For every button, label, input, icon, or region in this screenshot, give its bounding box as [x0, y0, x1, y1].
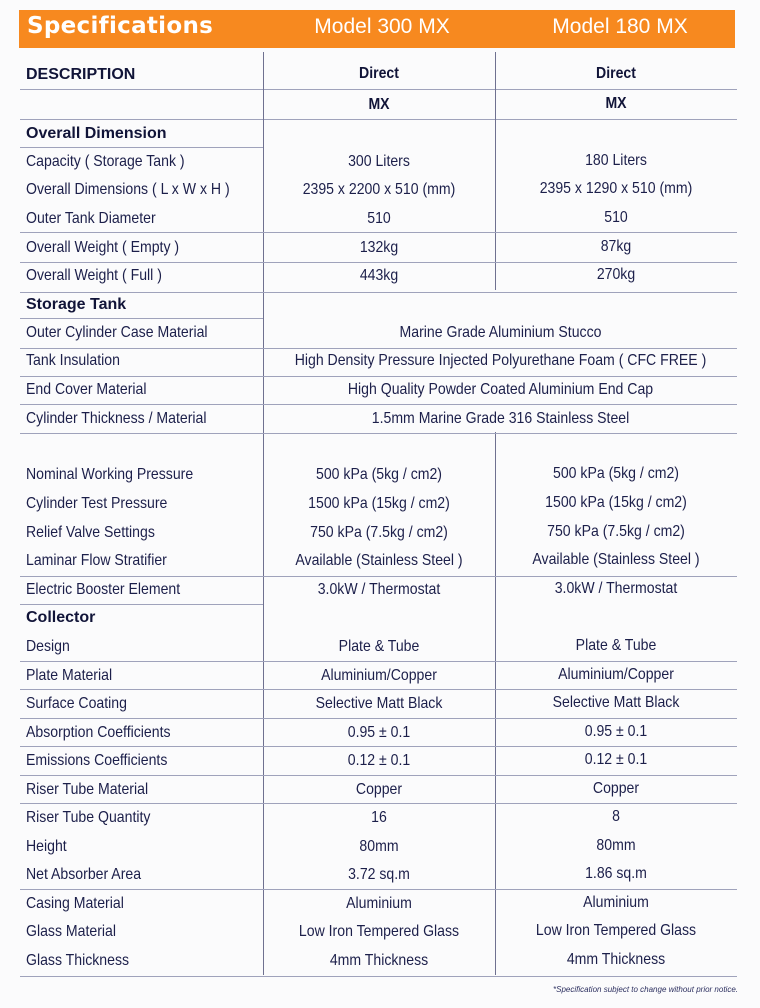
row-label: Height	[26, 838, 67, 855]
row-divider	[20, 718, 737, 719]
model-300-value: 16	[371, 809, 387, 826]
row-divider	[20, 576, 737, 577]
spanned-value: High Quality Powder Coated Aluminium End Cap	[347, 381, 654, 398]
row-label: Laminar Flow Stratifier	[26, 552, 167, 569]
section-title: Overall Dimension	[26, 125, 167, 142]
model-180-value: 180 Liters	[585, 152, 647, 169]
row-label: End Cover Material	[26, 381, 147, 398]
model-300-value: 3.0kW / Thermostat	[317, 581, 441, 598]
row-label: Overall Weight ( Full )	[26, 267, 162, 284]
model-180-value: Copper	[592, 780, 640, 797]
row-divider	[20, 604, 263, 605]
model-300-value: Low Iron Tempered Glass	[298, 923, 460, 940]
section-title: Storage Tank	[26, 296, 127, 313]
row-divider	[20, 119, 737, 120]
row-divider	[20, 661, 737, 662]
row-divider	[20, 976, 737, 977]
model-180-value: 3.0kW / Thermostat	[554, 580, 678, 597]
model-180-value: 0.95 ± 0.1	[584, 723, 648, 740]
model-300-value: 132kg	[359, 239, 399, 256]
row-label: Riser Tube Quantity	[26, 809, 151, 826]
model-180-value: 8	[612, 808, 620, 825]
row-label: Outer Cylinder Case Material	[26, 324, 208, 341]
row-divider	[20, 376, 737, 377]
row-label: Relief Valve Settings	[26, 524, 155, 541]
row-label: Overall Weight ( Empty )	[26, 239, 180, 256]
model-300-value: 300 Liters	[348, 153, 410, 170]
row-divider	[20, 262, 737, 263]
model-300-value: Selective Matt Black	[315, 695, 443, 712]
row-label: Net Absorber Area	[26, 866, 142, 883]
section-title: Collector	[26, 609, 96, 626]
row-label: Glass Thickness	[26, 952, 130, 969]
row-label: Absorption Coefficients	[26, 724, 171, 741]
model-180-value: 2395 x 1290 x 510 (mm)	[539, 180, 693, 197]
model-300-value: 0.95 ± 0.1	[347, 724, 411, 741]
model-300-value: Aluminium/Copper	[321, 667, 437, 684]
model-300-value: 80mm	[359, 838, 399, 855]
model-300-value: Copper	[355, 781, 403, 798]
row-label: Riser Tube Material	[26, 781, 149, 798]
model-300-value: 1500 kPa (15kg / cm2)	[308, 495, 450, 512]
description-header: DESCRIPTION	[26, 66, 136, 83]
row-label: Tank Insulation	[26, 352, 120, 369]
row-label: Glass Material	[26, 923, 116, 940]
row-label: Nominal Working Pressure	[26, 466, 194, 483]
col-1-header: Direct	[359, 65, 399, 82]
specifications-banner	[19, 10, 735, 48]
model-180-value: Available (Stainless Steel )	[532, 551, 700, 568]
model-300-value: Plate & Tube	[338, 638, 420, 655]
spanned-value: 1.5mm Marine Grade 316 Stainless Steel	[371, 410, 630, 427]
row-divider	[20, 404, 737, 405]
row-label: Cylinder Test Pressure	[26, 495, 168, 512]
model-300-value: Aluminium	[346, 895, 412, 912]
model-180-value: 270kg	[596, 266, 636, 283]
model-300-value: 750 kPa (7.5kg / cm2)	[310, 524, 448, 541]
row-divider	[20, 89, 737, 90]
row-divider	[20, 292, 737, 293]
model-300-value: Available (Stainless Steel )	[295, 552, 463, 569]
row-label: Outer Tank Diameter	[26, 210, 156, 227]
model-180-value: Plate & Tube	[575, 637, 657, 654]
row-label: Plate Material	[26, 667, 113, 684]
model-300-value: 0.12 ± 0.1	[347, 752, 411, 769]
model-180-value: Selective Matt Black	[552, 694, 680, 711]
row-divider	[20, 775, 737, 776]
row-label: Surface Coating	[26, 695, 127, 712]
col-2-subheader: MX	[605, 95, 627, 112]
row-divider	[20, 689, 737, 690]
row-divider	[20, 318, 263, 319]
row-divider	[20, 147, 263, 148]
row-divider	[20, 803, 737, 804]
row-divider	[20, 433, 737, 434]
row-label: Overall Dimensions ( L x W x H )	[26, 181, 230, 198]
row-label: Casing Material	[26, 895, 124, 912]
model-180-value: 750 kPa (7.5kg / cm2)	[547, 523, 685, 540]
row-divider	[20, 348, 737, 349]
row-divider	[20, 232, 737, 233]
col-2-header: Direct	[596, 65, 636, 82]
col-1-subheader: MX	[368, 96, 390, 113]
row-divider	[20, 889, 737, 890]
model-300-value: 500 kPa (5kg / cm2)	[315, 466, 442, 483]
model-180-value: 1.86 sq.m	[585, 865, 647, 882]
spanned-value: Marine Grade Aluminium Stucco	[399, 324, 602, 341]
model-180-value: 80mm	[596, 837, 636, 854]
model-180-value: Aluminium	[583, 894, 649, 911]
spanned-value: High Density Pressure Injected Polyurethane Foam ( CFC FREE )	[294, 352, 707, 369]
row-label: Emissions Coefficients	[26, 752, 168, 769]
model-180-value: 0.12 ± 0.1	[584, 751, 648, 768]
model-180-heading: Model 180 MX	[552, 15, 688, 38]
model-300-heading: Model 300 MX	[314, 15, 450, 38]
row-label: Cylinder Thickness / Material	[26, 410, 207, 427]
model-300-value: 4mm Thickness	[329, 952, 429, 969]
page-title: Specifications	[27, 13, 214, 39]
model-300-value: 510	[367, 210, 391, 227]
footnote: *Specification subject to change without prior notice.	[553, 985, 738, 994]
model-180-value: 4mm Thickness	[566, 951, 666, 968]
model-180-value: Aluminium/Copper	[558, 666, 674, 683]
model-180-value: Low Iron Tempered Glass	[535, 922, 697, 939]
model-300-value: 443kg	[359, 267, 399, 284]
model-180-value: 500 kPa (5kg / cm2)	[552, 465, 679, 482]
model-180-value: 1500 kPa (15kg / cm2)	[545, 494, 687, 511]
model-300-value: 2395 x 2200 x 510 (mm)	[302, 181, 456, 198]
row-divider	[20, 746, 737, 747]
model-180-value: 510	[604, 209, 628, 226]
model-180-value: 87kg	[600, 238, 632, 255]
model-300-value: 3.72 sq.m	[348, 866, 410, 883]
row-label: Design	[26, 638, 70, 655]
row-label: Electric Booster Element	[26, 581, 181, 598]
row-label: Capacity ( Storage Tank )	[26, 153, 185, 170]
